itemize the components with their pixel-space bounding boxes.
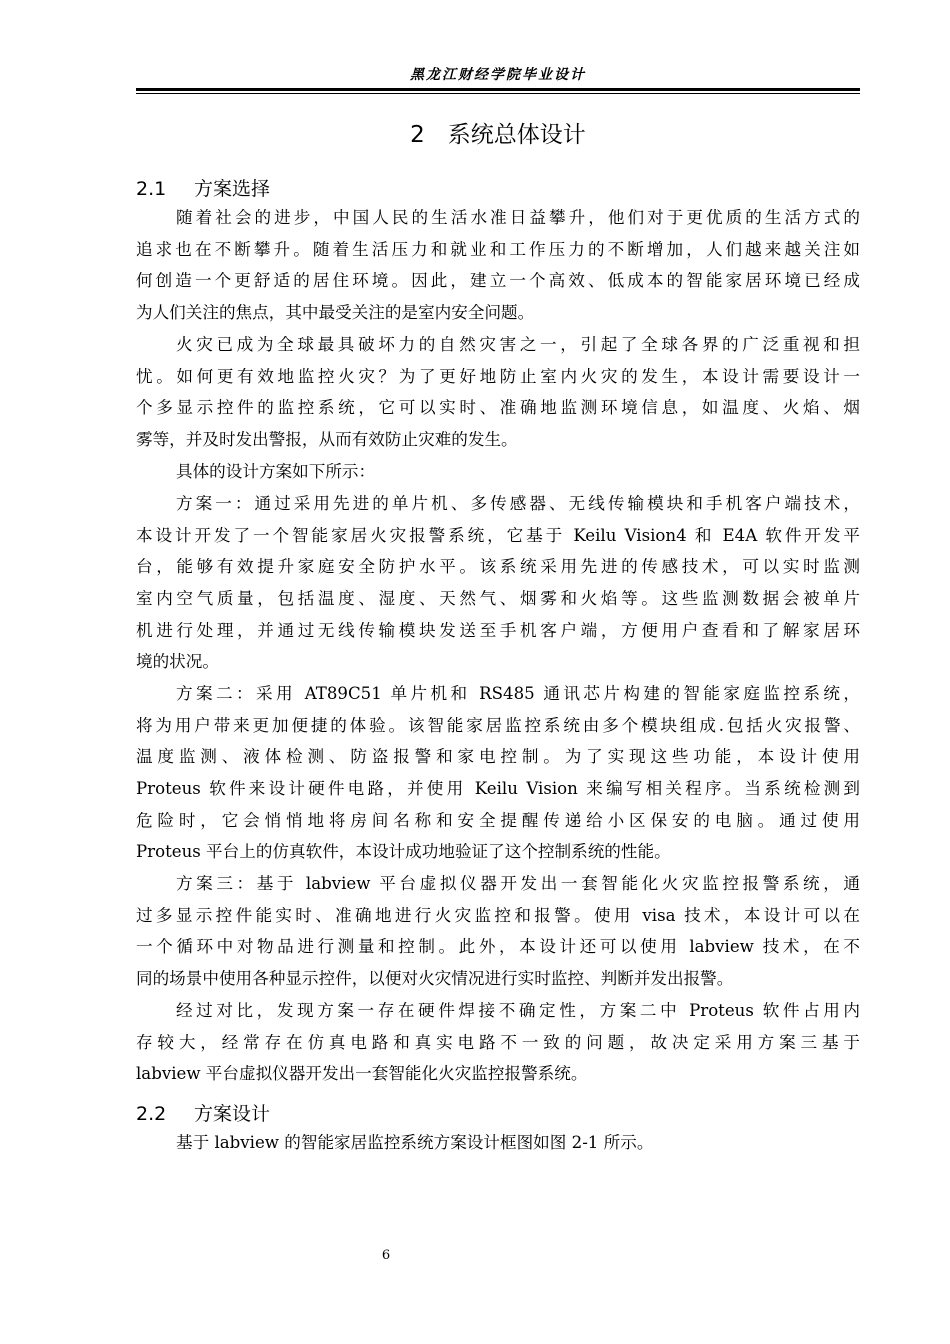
chapter-title: 2 系统总体设计 xyxy=(410,122,586,148)
text-line: 同的场景中使用各种显示控件，以便对火灾情况进行实时监控、判断并发出报警。 xyxy=(136,969,734,989)
text-line: 室内空气质量，包括温度、湿度、天然气、烟雾和火焰等。这些监测数据会被单片 xyxy=(136,589,860,609)
text-line: 台，能够有效提升家庭安全防护水平。该系统采用先进的传感技术，可以实时监测 xyxy=(136,557,860,577)
paragraph-3 xyxy=(136,456,860,488)
text-line: 机进行处理，并通过无线传输模块发送至手机客户端，方便用户查看和了解家居环 xyxy=(136,620,860,640)
text-line: 温度监测、液体检测、防盗报警和家电控制。为了实现这些功能，本设计使用 xyxy=(136,747,860,767)
text-line: 存较大，经常存在仿真电路和真实电路不一致的问题，故决定采用方案三基于 xyxy=(136,1032,860,1052)
text-line: 何创造一个更舒适的居住环境。因此，建立一个高效、低成本的智能家居环境已经成 xyxy=(136,271,860,291)
section-number: 2.2 xyxy=(136,1103,167,1125)
paragraph-5 xyxy=(136,678,860,868)
text-line: 追求也在不断攀升。随着生活压力和就业和工作压力的不断增加，人们越来越关注如 xyxy=(136,239,860,259)
text-line: 个多显示控件的监控系统，它可以实时、准确地监测环境信息，如温度、火焰、烟 xyxy=(136,398,860,418)
section-number: 2.1 xyxy=(136,178,167,200)
text-line: 随着社会的进步，中国人民的生活水准日益攀升，他们对于更优质的生活方式的 xyxy=(176,208,860,227)
text-line: 方案一：通过采用先进的单片机、多传感器、无线传输模块和手机客户端技术， xyxy=(176,494,860,513)
text-line: 方案二：采用 AT89C51 单片机和 RS485 通讯芯片构建的智能家庭监控系统， xyxy=(176,684,860,703)
page-number: 6 xyxy=(381,1248,391,1263)
text-line: 雾等，并及时发出警报，从而有效防止灾难的发生。 xyxy=(136,430,518,450)
text-line: labview 平台虚拟仪器开发出一套智能化火灾监控报警系统。 xyxy=(136,1064,588,1084)
text-line: 火灾已成为全球最具破坏力的自然灾害之一，引起了全球各界的广泛重视和担 xyxy=(176,335,860,354)
section-heading-2-2 xyxy=(136,1099,270,1126)
text-line: 具体的设计方案如下所示： xyxy=(176,462,376,481)
section-title: 方案设计 xyxy=(194,1103,271,1125)
section-heading-2-1 xyxy=(136,174,270,201)
paragraph-1 xyxy=(136,202,860,329)
header-rule-thin xyxy=(136,93,860,94)
text-line: 过多显示控件能实时、准确地进行火灾监控和报警。使用 visa 技术，本设计可以在 xyxy=(136,905,860,925)
text-line: 经过对比，发现方案一存在硬件焊接不确定性，方案二中 Proteus 软件占用内 xyxy=(176,1001,860,1020)
text-line: 将为用户带来更加便捷的体验。该智能家居监控系统由多个模块组成.包括火灾报警、 xyxy=(136,715,860,735)
paragraph-4 xyxy=(136,488,860,678)
text-line: 基于 labview 的智能家居监控系统方案设计框图如图 2-1 所示。 xyxy=(176,1133,654,1152)
page-header: 黑龙江财经学院毕业设计 xyxy=(410,67,586,83)
text-line: Proteus 软件来设计硬件电路，并使用 Keilu Vision 来编写相关程序。当系统检测到 xyxy=(136,779,860,799)
text-line: 忧。如何更有效地监控火灾？为了更好地防止室内火灾的发生，本设计需要设计一 xyxy=(136,366,860,386)
text-line: 本设计开发了一个智能家居火灾报警系统，它基于 Keilu Vision4 和 E4A 软件开发平 xyxy=(136,525,860,545)
text-line: Proteus 平台上的仿真软件，本设计成功地验证了这个控制系统的性能。 xyxy=(136,842,671,862)
header-rule-thick xyxy=(136,88,860,91)
text-line: 方案三：基于 labview 平台虚拟仪器开发出一套智能化火灾监控报警系统，通 xyxy=(176,874,860,893)
text-line: 境的状况。 xyxy=(136,652,219,672)
paragraph-7 xyxy=(136,995,860,1090)
text-line: 危险时，它会悄悄地将房间名称和安全提醒传递给小区保安的电脑。通过使用 xyxy=(136,810,860,830)
paragraph-8 xyxy=(136,1127,860,1159)
paragraph-2 xyxy=(136,329,860,456)
paragraph-6 xyxy=(136,868,860,995)
text-line: 一个循环中对物品进行测量和控制。此外，本设计还可以使用 labview 技术，在不 xyxy=(136,937,860,957)
section-title: 方案选择 xyxy=(194,178,271,200)
text-line: 为人们关注的焦点，其中最受关注的是室内安全问题。 xyxy=(136,303,535,323)
